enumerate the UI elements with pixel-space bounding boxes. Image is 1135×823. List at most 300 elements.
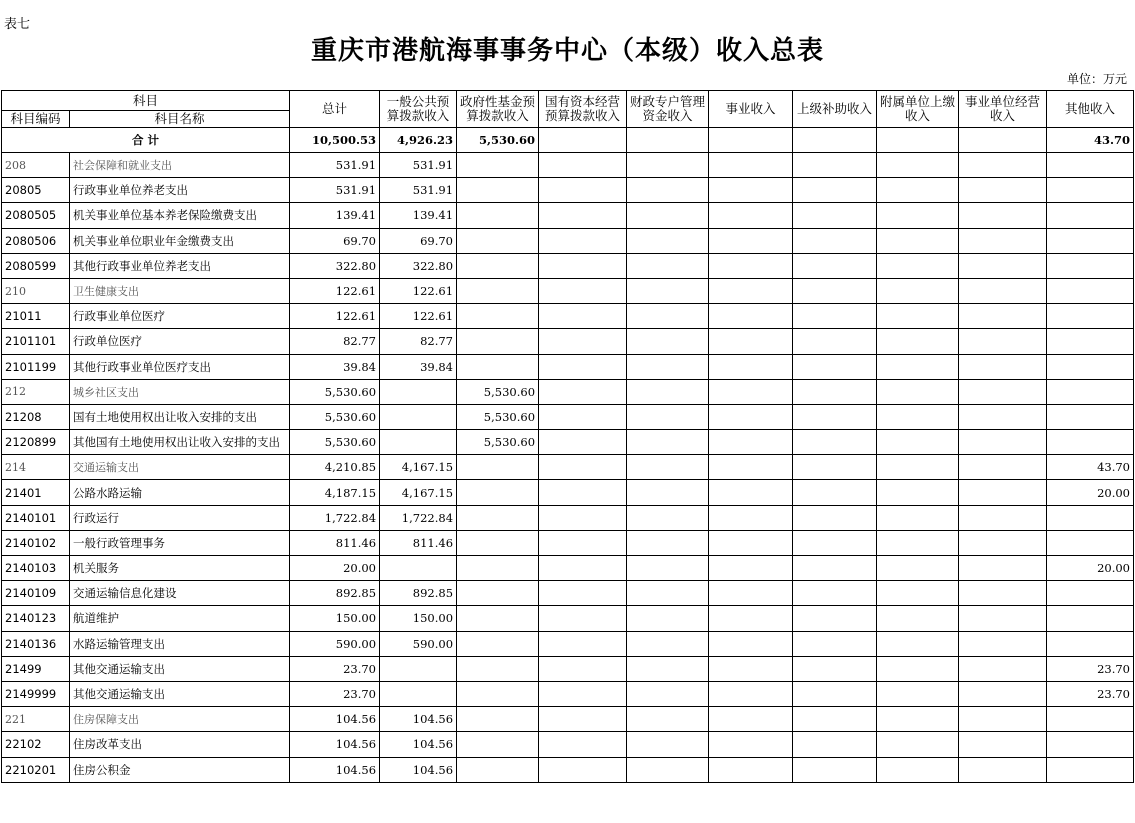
header-subject: 科目 <box>2 91 290 111</box>
amount-cell <box>877 278 959 303</box>
total-row <box>2 128 1134 153</box>
amount-cell <box>627 430 709 455</box>
amount-cell <box>539 430 627 455</box>
total-value <box>877 128 959 153</box>
subject-name: 机关事业单位职业年金缴费支出 <box>70 228 290 253</box>
amount-cell <box>959 430 1047 455</box>
amount-cell <box>959 153 1047 178</box>
amount-cell <box>627 581 709 606</box>
table-row <box>2 707 1134 732</box>
amount-cell <box>793 153 877 178</box>
amount-cell <box>457 228 539 253</box>
amount-cell <box>959 556 1047 581</box>
amount-cell <box>709 228 793 253</box>
amount-cell <box>457 278 539 303</box>
amount-cell <box>709 329 793 354</box>
amount-cell: 82.77 <box>380 329 457 354</box>
subject-code: 2210201 <box>2 757 70 782</box>
amount-cell: 23.70 <box>290 681 380 706</box>
header-col-operating-income: 事业单位经营收入 <box>959 91 1047 128</box>
amount-cell <box>793 581 877 606</box>
amount-cell <box>959 757 1047 782</box>
amount-cell: 531.91 <box>290 153 380 178</box>
amount-cell <box>793 681 877 706</box>
total-value: 43.70 <box>1047 128 1134 153</box>
total-value <box>793 128 877 153</box>
table-row <box>2 556 1134 581</box>
table-row <box>2 455 1134 480</box>
amount-cell <box>877 581 959 606</box>
subject-name: 住房改革支出 <box>70 732 290 757</box>
amount-cell: 4,167.15 <box>380 480 457 505</box>
amount-cell <box>539 581 627 606</box>
amount-cell <box>380 681 457 706</box>
amount-cell <box>457 732 539 757</box>
amount-cell: 23.70 <box>1047 656 1134 681</box>
table-row <box>2 732 1134 757</box>
amount-cell <box>959 329 1047 354</box>
table-row <box>2 656 1134 681</box>
amount-cell: 811.46 <box>380 530 457 555</box>
amount-cell <box>627 530 709 555</box>
amount-cell <box>1047 631 1134 656</box>
amount-cell <box>793 228 877 253</box>
amount-cell: 150.00 <box>380 606 457 631</box>
total-label: 合 计 <box>2 128 290 153</box>
amount-cell <box>959 404 1047 429</box>
amount-cell <box>877 430 959 455</box>
subject-name: 卫生健康支出 <box>70 278 290 303</box>
header-col-superior-subsidy: 上级补助收入 <box>793 91 877 128</box>
amount-cell <box>709 707 793 732</box>
amount-cell <box>1047 278 1134 303</box>
header-col-general-budget: 一般公共预算拨款收入 <box>380 91 457 128</box>
amount-cell <box>709 404 793 429</box>
amount-cell: 20.00 <box>1047 480 1134 505</box>
header-name: 科目名称 <box>70 111 290 128</box>
subject-code: 2140103 <box>2 556 70 581</box>
amount-cell <box>959 354 1047 379</box>
amount-cell <box>959 178 1047 203</box>
amount-cell <box>709 203 793 228</box>
amount-cell <box>959 631 1047 656</box>
amount-cell <box>793 354 877 379</box>
amount-cell <box>877 707 959 732</box>
amount-cell <box>793 530 877 555</box>
amount-cell: 5,530.60 <box>457 404 539 429</box>
subject-code: 21401 <box>2 480 70 505</box>
subject-code: 21208 <box>2 404 70 429</box>
amount-cell <box>793 304 877 329</box>
amount-cell <box>877 681 959 706</box>
total-value <box>627 128 709 153</box>
subject-name: 国有土地使用权出让收入安排的支出 <box>70 404 290 429</box>
amount-cell: 811.46 <box>290 530 380 555</box>
amount-cell <box>709 505 793 530</box>
total-value <box>709 128 793 153</box>
amount-cell: 39.84 <box>380 354 457 379</box>
amount-cell: 104.56 <box>380 707 457 732</box>
amount-cell <box>1047 253 1134 278</box>
amount-cell <box>457 606 539 631</box>
amount-cell <box>877 631 959 656</box>
header-code: 科目编码 <box>2 111 70 128</box>
amount-cell <box>959 455 1047 480</box>
amount-cell: 104.56 <box>380 732 457 757</box>
amount-cell <box>877 329 959 354</box>
subject-code: 221 <box>2 707 70 732</box>
amount-cell <box>793 455 877 480</box>
amount-cell: 322.80 <box>380 253 457 278</box>
amount-cell: 5,530.60 <box>457 379 539 404</box>
amount-cell <box>709 530 793 555</box>
subject-name: 航道维护 <box>70 606 290 631</box>
table-row <box>2 606 1134 631</box>
amount-cell <box>709 732 793 757</box>
amount-cell <box>457 153 539 178</box>
subject-name: 交通运输信息化建设 <box>70 581 290 606</box>
amount-cell: 122.61 <box>290 304 380 329</box>
amount-cell <box>959 304 1047 329</box>
amount-cell: 531.91 <box>380 178 457 203</box>
amount-cell <box>539 228 627 253</box>
amount-cell <box>877 656 959 681</box>
amount-cell <box>457 178 539 203</box>
amount-cell <box>539 379 627 404</box>
amount-cell <box>1047 430 1134 455</box>
amount-cell: 4,167.15 <box>380 455 457 480</box>
amount-cell <box>627 203 709 228</box>
amount-cell <box>959 379 1047 404</box>
amount-cell <box>457 631 539 656</box>
amount-cell <box>709 354 793 379</box>
table-row <box>2 581 1134 606</box>
amount-cell <box>1047 153 1134 178</box>
amount-cell <box>709 304 793 329</box>
amount-cell: 122.61 <box>380 278 457 303</box>
amount-cell <box>627 556 709 581</box>
amount-cell: 5,530.60 <box>290 404 380 429</box>
amount-cell <box>1047 203 1134 228</box>
table-row <box>2 379 1134 404</box>
amount-cell <box>457 329 539 354</box>
subject-code: 214 <box>2 455 70 480</box>
amount-cell <box>627 278 709 303</box>
amount-cell <box>877 556 959 581</box>
table-row <box>2 480 1134 505</box>
amount-cell <box>793 707 877 732</box>
amount-cell <box>959 581 1047 606</box>
amount-cell <box>539 203 627 228</box>
subject-name: 公路水路运输 <box>70 480 290 505</box>
total-value <box>959 128 1047 153</box>
amount-cell <box>1047 228 1134 253</box>
subject-name: 交通运输支出 <box>70 455 290 480</box>
subject-name: 机关服务 <box>70 556 290 581</box>
amount-cell <box>627 631 709 656</box>
subject-code: 2140123 <box>2 606 70 631</box>
subject-code: 21011 <box>2 304 70 329</box>
amount-cell <box>539 304 627 329</box>
amount-cell <box>627 757 709 782</box>
subject-name: 城乡社区支出 <box>70 379 290 404</box>
amount-cell <box>959 253 1047 278</box>
amount-cell <box>793 505 877 530</box>
amount-cell: 69.70 <box>290 228 380 253</box>
subject-code: 22102 <box>2 732 70 757</box>
subject-code: 2101199 <box>2 354 70 379</box>
amount-cell: 531.91 <box>290 178 380 203</box>
subject-code: 2149999 <box>2 681 70 706</box>
amount-cell <box>1047 757 1134 782</box>
subject-name: 一般行政管理事务 <box>70 530 290 555</box>
amount-cell <box>457 681 539 706</box>
amount-cell <box>627 354 709 379</box>
amount-cell <box>877 606 959 631</box>
amount-cell <box>539 455 627 480</box>
amount-cell <box>793 178 877 203</box>
amount-cell: 5,530.60 <box>290 430 380 455</box>
amount-cell <box>709 178 793 203</box>
subject-code: 2140136 <box>2 631 70 656</box>
table-row <box>2 430 1134 455</box>
amount-cell <box>380 404 457 429</box>
amount-cell <box>539 757 627 782</box>
amount-cell <box>959 480 1047 505</box>
amount-cell: 82.77 <box>290 329 380 354</box>
header-col-other-income: 其他收入 <box>1047 91 1134 128</box>
subject-name: 行政事业单位养老支出 <box>70 178 290 203</box>
amount-cell <box>1047 581 1134 606</box>
amount-cell: 139.41 <box>290 203 380 228</box>
amount-cell: 5,530.60 <box>290 379 380 404</box>
amount-cell <box>627 178 709 203</box>
amount-cell <box>457 304 539 329</box>
amount-cell: 104.56 <box>290 707 380 732</box>
amount-cell <box>709 278 793 303</box>
income-summary-table <box>1 90 1134 783</box>
amount-cell <box>709 581 793 606</box>
header-col-fiscal-account: 财政专户管理资金收入 <box>627 91 709 128</box>
amount-cell <box>709 556 793 581</box>
amount-cell <box>539 656 627 681</box>
amount-cell <box>959 732 1047 757</box>
subject-name: 其他行政事业单位医疗支出 <box>70 354 290 379</box>
amount-cell <box>457 757 539 782</box>
table-row <box>2 404 1134 429</box>
subject-name: 社会保障和就业支出 <box>70 153 290 178</box>
amount-cell <box>959 278 1047 303</box>
table-row <box>2 278 1134 303</box>
amount-cell: 139.41 <box>380 203 457 228</box>
subject-name: 其他国有土地使用权出让收入安排的支出 <box>70 430 290 455</box>
amount-cell <box>627 253 709 278</box>
table-row <box>2 178 1134 203</box>
amount-cell <box>793 556 877 581</box>
amount-cell <box>457 556 539 581</box>
amount-cell <box>709 253 793 278</box>
amount-cell <box>539 530 627 555</box>
amount-cell: 531.91 <box>380 153 457 178</box>
header-col-total: 总计 <box>290 91 380 128</box>
amount-cell <box>457 656 539 681</box>
amount-cell: 1,722.84 <box>290 505 380 530</box>
table-row <box>2 329 1134 354</box>
amount-cell: 590.00 <box>290 631 380 656</box>
subject-name: 其他交通运输支出 <box>70 656 290 681</box>
amount-cell <box>793 430 877 455</box>
amount-cell: 4,187.15 <box>290 480 380 505</box>
total-value: 4,926.23 <box>380 128 457 153</box>
amount-cell <box>1047 732 1134 757</box>
amount-cell <box>877 304 959 329</box>
table-row <box>2 631 1134 656</box>
amount-cell: 122.61 <box>290 278 380 303</box>
amount-cell <box>539 253 627 278</box>
amount-cell <box>1047 530 1134 555</box>
amount-cell <box>709 379 793 404</box>
table-row <box>2 203 1134 228</box>
subject-name: 其他行政事业单位养老支出 <box>70 253 290 278</box>
amount-cell: 39.84 <box>290 354 380 379</box>
amount-cell <box>539 178 627 203</box>
subject-name: 机关事业单位基本养老保险缴费支出 <box>70 203 290 228</box>
subject-code: 212 <box>2 379 70 404</box>
amount-cell <box>793 732 877 757</box>
amount-cell: 69.70 <box>380 228 457 253</box>
amount-cell <box>877 354 959 379</box>
amount-cell <box>539 681 627 706</box>
amount-cell <box>1047 606 1134 631</box>
amount-cell: 892.85 <box>380 581 457 606</box>
subject-name: 行政运行 <box>70 505 290 530</box>
amount-cell <box>877 203 959 228</box>
amount-cell: 150.00 <box>290 606 380 631</box>
amount-cell: 122.61 <box>380 304 457 329</box>
subject-code: 2140102 <box>2 530 70 555</box>
subject-code: 2140101 <box>2 505 70 530</box>
amount-cell <box>877 757 959 782</box>
amount-cell <box>627 455 709 480</box>
subject-name: 其他交通运输支出 <box>70 681 290 706</box>
subject-code: 2120899 <box>2 430 70 455</box>
amount-cell <box>539 480 627 505</box>
amount-cell <box>1047 404 1134 429</box>
amount-cell <box>627 656 709 681</box>
amount-cell <box>1047 178 1134 203</box>
amount-cell <box>959 530 1047 555</box>
subject-code: 208 <box>2 153 70 178</box>
amount-cell <box>709 153 793 178</box>
amount-cell <box>959 707 1047 732</box>
table-row <box>2 304 1134 329</box>
subject-code: 210 <box>2 278 70 303</box>
amount-cell <box>627 606 709 631</box>
amount-cell <box>1047 304 1134 329</box>
subject-name: 行政事业单位医疗 <box>70 304 290 329</box>
amount-cell <box>539 278 627 303</box>
amount-cell <box>627 404 709 429</box>
amount-cell <box>457 581 539 606</box>
amount-cell <box>1047 354 1134 379</box>
amount-cell: 892.85 <box>290 581 380 606</box>
amount-cell <box>627 480 709 505</box>
amount-cell <box>627 379 709 404</box>
header-col-state-capital: 国有资本经营预算拨款收入 <box>539 91 627 128</box>
amount-cell <box>709 455 793 480</box>
amount-cell <box>709 430 793 455</box>
amount-cell <box>1047 505 1134 530</box>
amount-cell: 5,530.60 <box>457 430 539 455</box>
subject-name: 住房公积金 <box>70 757 290 782</box>
subject-code: 2101101 <box>2 329 70 354</box>
amount-cell <box>627 681 709 706</box>
amount-cell: 1,722.84 <box>380 505 457 530</box>
amount-cell <box>539 354 627 379</box>
amount-cell <box>457 480 539 505</box>
amount-cell <box>877 480 959 505</box>
subject-name: 行政单位医疗 <box>70 329 290 354</box>
amount-cell <box>709 656 793 681</box>
amount-cell: 23.70 <box>1047 681 1134 706</box>
amount-cell <box>380 430 457 455</box>
amount-cell <box>793 329 877 354</box>
amount-cell: 104.56 <box>290 757 380 782</box>
amount-cell <box>627 329 709 354</box>
amount-cell <box>1047 379 1134 404</box>
amount-cell <box>877 732 959 757</box>
amount-cell <box>539 631 627 656</box>
amount-cell <box>793 278 877 303</box>
amount-cell <box>457 505 539 530</box>
amount-cell: 23.70 <box>290 656 380 681</box>
amount-cell: 20.00 <box>290 556 380 581</box>
amount-cell <box>539 606 627 631</box>
amount-cell <box>1047 329 1134 354</box>
amount-cell <box>793 480 877 505</box>
amount-cell: 104.56 <box>290 732 380 757</box>
amount-cell <box>539 153 627 178</box>
amount-cell <box>793 656 877 681</box>
amount-cell: 20.00 <box>1047 556 1134 581</box>
header-col-affiliate-income: 附属单位上缴收入 <box>877 91 959 128</box>
table-row <box>2 681 1134 706</box>
amount-cell <box>877 505 959 530</box>
amount-cell <box>793 203 877 228</box>
amount-cell <box>793 757 877 782</box>
table-row <box>2 153 1134 178</box>
amount-cell <box>457 455 539 480</box>
amount-cell <box>380 556 457 581</box>
amount-cell <box>627 304 709 329</box>
amount-cell <box>877 153 959 178</box>
table-row <box>2 228 1134 253</box>
amount-cell <box>380 379 457 404</box>
amount-cell <box>539 404 627 429</box>
header-col-business-income: 事业收入 <box>709 91 793 128</box>
amount-cell: 4,210.85 <box>290 455 380 480</box>
table-row <box>2 757 1134 782</box>
table-row <box>2 354 1134 379</box>
amount-cell: 104.56 <box>380 757 457 782</box>
subject-code: 2080505 <box>2 203 70 228</box>
table-row <box>2 530 1134 555</box>
amount-cell <box>709 757 793 782</box>
table-row <box>2 253 1134 278</box>
amount-cell <box>959 656 1047 681</box>
amount-cell <box>877 455 959 480</box>
amount-cell <box>877 404 959 429</box>
